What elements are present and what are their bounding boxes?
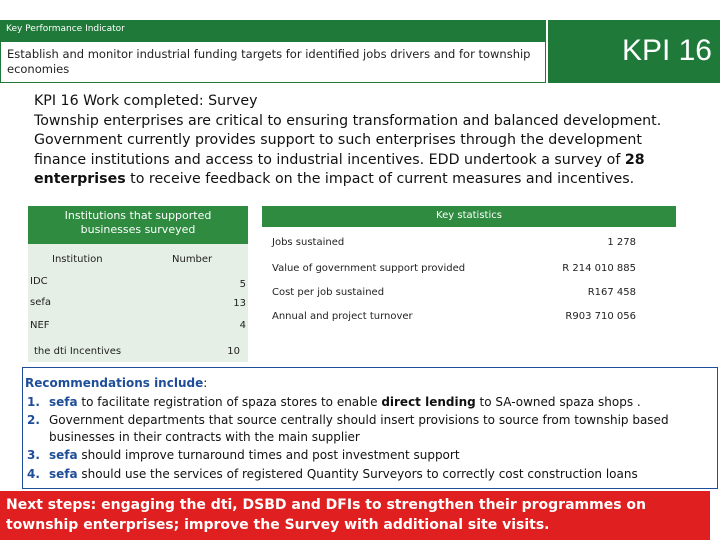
header-category: Key Performance Indicator bbox=[0, 20, 546, 42]
recommendations-title bbox=[25, 374, 717, 393]
recommendation-item bbox=[25, 412, 717, 446]
recommendation-number: 4. bbox=[27, 467, 40, 481]
recommendations-title-text: Recommendations include bbox=[25, 376, 204, 390]
institutions-title-line-1: Institutions that supported bbox=[64, 209, 212, 222]
recommendations-box bbox=[22, 367, 718, 489]
table-row-label: sefa bbox=[30, 297, 52, 308]
table-row-label: IDC bbox=[30, 276, 48, 287]
recommendation-text: Government departments that source centrally should insert provisions to source from township based businesses in their contracts with the main supplier bbox=[49, 413, 669, 444]
recommendation-number: 1. bbox=[27, 395, 40, 409]
kpi-number: KPI 16 bbox=[548, 20, 720, 83]
recommendation-bold: direct lending bbox=[381, 395, 476, 409]
recommendation-text-2: to SA-owned spaza shops . bbox=[475, 395, 641, 409]
stat-label: Cost per job sustained bbox=[272, 287, 385, 298]
recommendation-lead: sefa bbox=[49, 467, 78, 481]
col-number: Number bbox=[172, 254, 213, 265]
institutions-header bbox=[28, 206, 248, 244]
table-row-value: 13 bbox=[233, 298, 246, 309]
recommendation-number: 3. bbox=[27, 448, 40, 462]
intro-line-4-text: to receive feedback on the impact of current measures and incentives. bbox=[125, 171, 635, 187]
stat-label: Value of government support provided bbox=[272, 263, 466, 274]
recommendation-text: should improve turnaround times and post investment support bbox=[77, 448, 460, 462]
intro-line-3-text: finance institutions and access to industrial incentives. EDD undertook a survey of bbox=[34, 151, 625, 168]
recommendation-text: to facilitate registration of spaza stores to enable bbox=[77, 395, 382, 409]
recommendation-text: should use the services of registered Quantity Surveyors to correctly cost construction loans bbox=[77, 467, 638, 481]
next-steps-banner: Next steps: engaging the dti, DSBD and DFIs to strengthen their programmes on township enterprises; improve the Survey with additional site visits. bbox=[0, 491, 710, 540]
recommendation-item bbox=[25, 446, 717, 465]
col-institution: Institution bbox=[52, 254, 103, 265]
recommendations-colon: : bbox=[203, 376, 208, 390]
intro-line-2: Government currently provides support to such enterprises through the development bbox=[34, 132, 642, 148]
stat-value: R903 710 056 bbox=[565, 311, 636, 322]
intro-enterprises: enterprises bbox=[34, 171, 126, 187]
table-row-value: 4 bbox=[239, 320, 246, 331]
stat-value: R 214 010 885 bbox=[562, 263, 636, 274]
intro-line-4 bbox=[34, 170, 714, 190]
table-row-label: the dti Incentives bbox=[34, 346, 122, 357]
recommendation-item bbox=[25, 465, 717, 484]
recommendation-lead: sefa bbox=[49, 448, 78, 462]
stat-label: Jobs sustained bbox=[272, 237, 345, 248]
stat-value: 1 278 bbox=[607, 237, 636, 248]
intro-line-3 bbox=[34, 151, 714, 171]
intro-heading: KPI 16 Work completed: Survey bbox=[34, 93, 258, 109]
key-statistics-header: Key statistics bbox=[262, 206, 676, 227]
institutions-title-line-2: businesses surveyed bbox=[80, 223, 196, 236]
table-row-value: 5 bbox=[239, 279, 246, 290]
table-row-label: NEF bbox=[30, 320, 50, 331]
intro-line-1: Township enterprises are critical to ensuring transformation and balanced development. bbox=[34, 112, 662, 129]
recommendation-number: 2. bbox=[27, 413, 40, 427]
survey-count: 28 bbox=[624, 151, 645, 168]
stat-value: R167 458 bbox=[587, 287, 636, 298]
intro-paragraph bbox=[34, 92, 714, 190]
recommendation-lead: sefa bbox=[49, 395, 78, 409]
kpi-header bbox=[0, 0, 720, 85]
stat-label: Annual and project turnover bbox=[272, 311, 413, 322]
header-title: Establish and monitor industrial funding targets for identified jobs drivers and for township economies bbox=[0, 41, 546, 83]
recommendation-item bbox=[25, 393, 717, 412]
table-row-value: 10 bbox=[227, 346, 240, 357]
